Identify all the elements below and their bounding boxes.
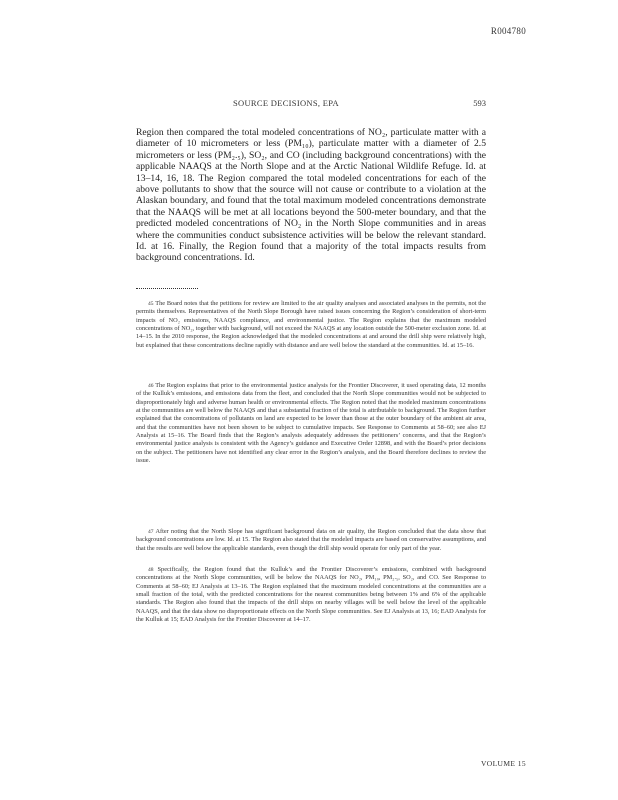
footnote-48: [136, 566, 486, 624]
footnote-text: The Board notes that the petitions for review are limited to the air quality analyses and associated analyses in the permits, not the permits themselves. Representatives of the North Slope Borough have raised issues concerning the Region’s consideration of short-term impacts of NO₂ emissions, NAAQS compliance, and environmental justice. The Region explains that the maximum modeled concentrations of NO₂, together with background, will not exceed the NAAQS at any location outside the 500-meter exclusion zone. Id. at 14–15. In the 2010 response, the Region acknowledged that the modeled concentrations at and around the drill ship were relatively high, but explained that these concentrations decline rapidly with distance and are well below the standard at the communities. Id. at 15–16.: [136, 300, 486, 349]
footnote-45: [136, 300, 486, 350]
bates-number: R004780: [490, 26, 526, 36]
footnote-text: After noting that the North Slope has significant background data on air quality, the Region concluded that the data show that background concentrations are low. Id. at 15. The Region also stated that the modeled impacts are based on conservative assumptions, and that the results are well below the applicable standards, even though the drill ship would operate for only part of the year.: [136, 528, 486, 552]
footnote-46: [136, 382, 486, 465]
footnote-47: [136, 528, 486, 553]
footnote-separator: [136, 288, 198, 289]
footnote-number: 46: [148, 383, 154, 389]
footer-code: VOLUME 15: [480, 759, 526, 768]
footnote-number: 47: [148, 529, 154, 535]
body-paragraph: Region then compared the total modeled concentrations of NO₂, particulate matter with a diameter of 10 micrometers or less (PM₁₀), particulate matter with a diameter of 2.5 micrometers or less (PM₂.₅), SO₂, and CO (including background concentrations) with the applicable NAAQS at the North Slope and at the Arctic National Wildlife Refuge. Id. at 13–14, 16, 18. The Region compared the total modeled concentrations for each of the above pollutants to show that the source will not cause or contribute to a violation at the Alaskan boundary, and found that the total maximum modeled concentrations demonstrate that the NAAQS will be met at all locations beyond the 500-meter boundary, and that the predicted modeled concentrations of NO₂ in the North Slope communities and in areas where the communities conduct subsistence activities will be below the relevant standard. Id. at 16. Finally, the Region found that a majority of the total impacts results from background concentrations. Id.: [136, 127, 486, 264]
footnote-text: The Region explains that prior to the environmental justice analysis for the Frontier Discoverer, it used operating data, 12 months of the Kulluk’s emissions, and emissions data from the fleet, and concluded that the North Slope communities would not be subjected to disproportionately high and adverse human health or environmental effects. The Region noted that the modeled maximum concentrations at the communities are well below the NAAQS and that a substantial fraction of the total is attributable to background. The Region further explained that the concentrations of pollutants on land are expected to be lower than those at the outer boundary of the ambient air area, and that the communities have not been shown to be subject to cumulative impacts. See Response to Comments at 58–60; see also EJ Analysis at 15–16. The Board finds that the Region’s analysis adequately addresses the petitioners’ concerns, and that the Region’s environmental justice analysis is consistent with the Agency’s guidance and Executive Order 12898, and with the Board’s prior decisions on the subject. The petitioners have not identified any clear error in the Region’s analysis, and the Board therefore declines to review the issue.: [136, 382, 486, 465]
footnote-number: 48: [148, 567, 154, 573]
page-number: 593: [473, 98, 486, 108]
running-head-title: SOURCE DECISIONS, EPA: [233, 98, 339, 108]
footnote-text: Specifically, the Region found that the Kulluk’s and the Frontier Discoverer’s emissions, combined with background concentrations at the North Slope communities, will be below the NAAQS for NO₂, PM₁₀, PM₂.₅, SO₂, and CO. See Response to Comments at 58–60; EJ Analysis at 13–16. The Region explained that the maximum modeled concentrations at the communities are a small fraction of the total, with the predicted concentrations for the nearest communities being between 1% and 6% of the applicable standards. The Region also found that the impacts of the drill ships on nearby villages will be well below the level of the applicable NAAQS, and that the data show no disproportionate effects on the North Slope communities. See EJ Analysis at 13, 16; EAD Analysis for the Kulluk at 15; EAD Analysis for the Frontier Discoverer at 14–17.: [136, 566, 486, 624]
footnote-number: 45: [148, 301, 154, 307]
